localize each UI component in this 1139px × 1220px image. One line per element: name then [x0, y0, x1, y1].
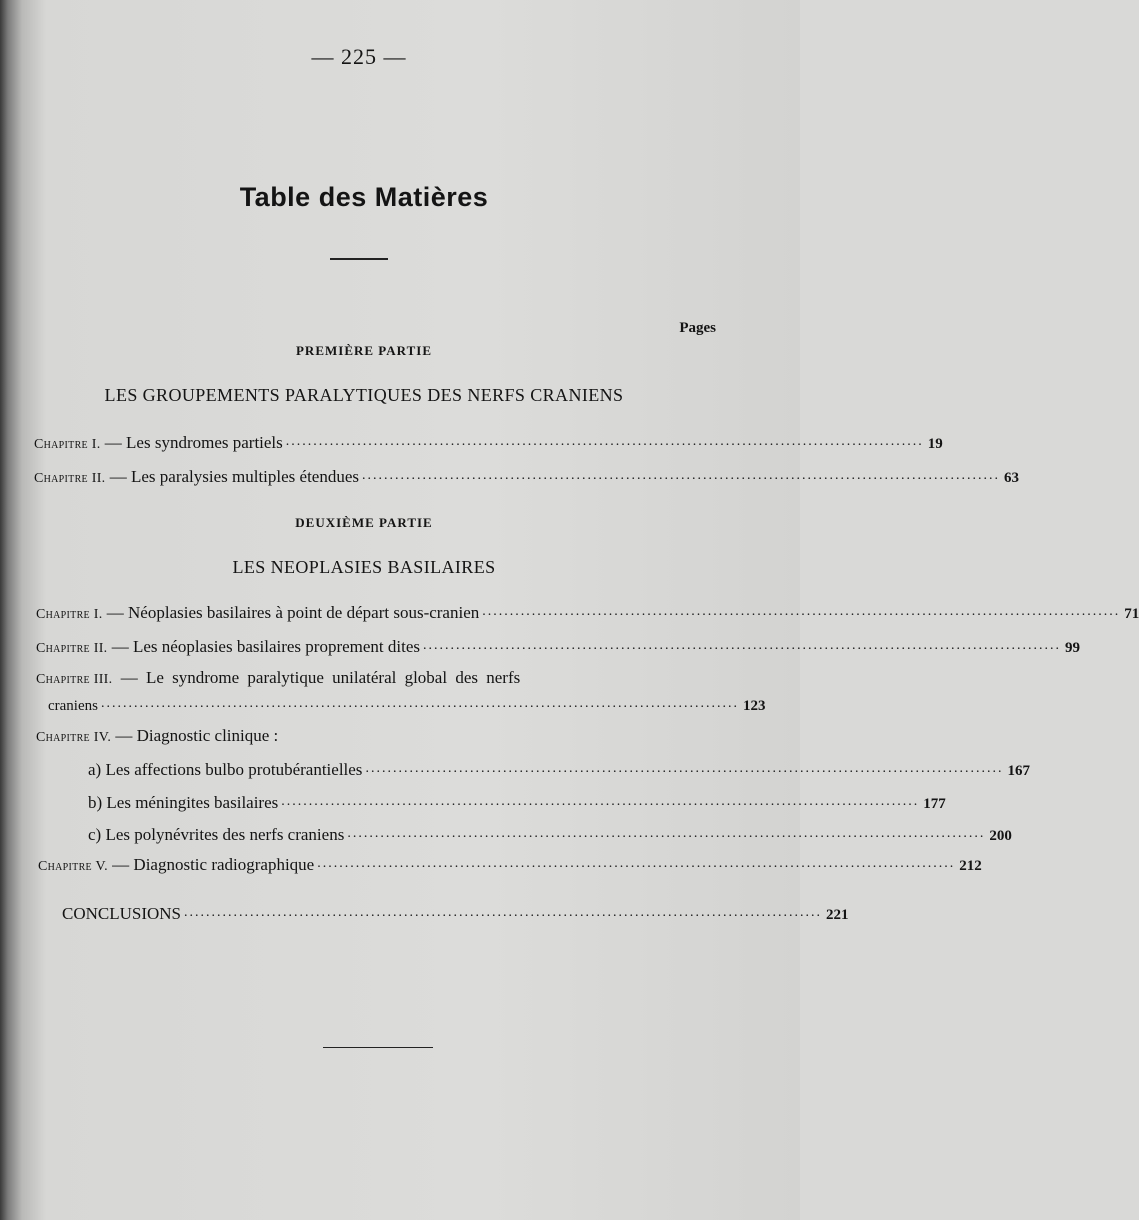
entry-title: b) Les méningites basilaires: [88, 793, 279, 812]
entry-title: — Le syndrome paralytique unilatéral global des nerfs: [112, 668, 521, 687]
entry-title: c) Les polynévrites des nerfs craniens: [88, 825, 345, 844]
chapter-label: Chapitre I.: [34, 437, 101, 452]
chapter-label: Chapitre IV.: [36, 730, 112, 745]
toc-entry-label: [34, 467, 359, 487]
chapter-label: Chapitre II.: [36, 641, 108, 656]
entry-title: — Les syndromes partiels: [100, 433, 283, 452]
page-ref: 19: [927, 436, 943, 452]
part-two-section-title: LES NEOPLASIES BASILAIRES: [232, 557, 496, 577]
entry-title: — Les néoplasies basilaires proprement dites: [107, 637, 421, 656]
toc-entry: [34, 427, 943, 453]
page-ref: 123: [742, 698, 766, 714]
entry-title: — Néoplasies basilaires à point de départ sous-cranien: [102, 603, 480, 622]
toc-entry-continuation: [48, 689, 766, 715]
chapter-label: Chapitre I.: [36, 607, 103, 622]
leader-dots: ....................................................................................................................: [482, 604, 1121, 619]
entry-title: — Diagnostic radiographique: [107, 855, 315, 874]
page-ref: 221: [826, 907, 849, 923]
toc-entry-label: [38, 855, 314, 875]
leader-dots: ....................................................................................................................: [100, 696, 739, 711]
leader-dots: ....................................................................................................................: [281, 794, 920, 809]
leader-dots: ....................................................................................................................: [347, 826, 986, 841]
toc-entry: [38, 849, 982, 875]
page-title: Table des Matières: [239, 182, 489, 212]
toc-subentry: [88, 819, 1012, 845]
page-ref: 63: [1004, 470, 1020, 486]
entry-title-continuation: craniens: [48, 698, 98, 714]
toc-entry: [36, 597, 1139, 623]
toc-entry-label: [34, 433, 283, 453]
conclusions-label: CONCLUSIONS: [62, 904, 182, 923]
part-one-section-title: LES GROUPEMENTS PARALYTIQUES DES NERFS CRANIENS: [104, 385, 624, 405]
toc-subentry: [88, 787, 946, 813]
leader-dots: ....................................................................................................................: [317, 856, 956, 871]
page-ref: 71: [1124, 606, 1139, 622]
leader-dots: ....................................................................................................................: [423, 638, 1062, 653]
toc-entry-label: [36, 603, 479, 623]
entry-title: — Les paralysies multiples étendues: [105, 467, 360, 486]
toc-entry-label: [36, 726, 278, 746]
part-two-label: DEUXIÈME PARTIE: [295, 515, 433, 530]
leader-dots: ....................................................................................................................: [184, 905, 823, 920]
page-number: — 225 —: [311, 44, 407, 69]
page-ref: 177: [923, 796, 946, 812]
bottom-divider: [323, 1047, 433, 1048]
title-divider: [330, 258, 388, 260]
toc-entry-label: [36, 637, 420, 657]
page-ref: 99: [1065, 640, 1081, 656]
leader-dots: ....................................................................................................................: [285, 434, 924, 449]
pages-column-label: Pages: [679, 320, 716, 336]
entry-title: a) Les affections bulbo protubérantielles: [88, 760, 363, 779]
page-ref: 200: [989, 828, 1012, 844]
leader-dots: ....................................................................................................................: [365, 761, 1004, 776]
leader-dots: ....................................................................................................................: [362, 468, 1001, 483]
chapter-label: Chapitre V.: [38, 859, 108, 874]
entry-title: — Diagnostic clinique :: [111, 726, 279, 745]
toc-entry: [36, 631, 1081, 657]
chapter-label: Chapitre II.: [34, 471, 106, 486]
toc-entry-label: [36, 668, 520, 688]
toc-entry: [34, 461, 1020, 487]
page-ref: 167: [1007, 763, 1030, 779]
toc-conclusions: [62, 898, 849, 924]
page-ref: 212: [959, 858, 982, 874]
chapter-label: Chapitre III.: [36, 672, 113, 687]
toc-subentry: [88, 754, 1030, 780]
part-one-label: PREMIÈRE PARTIE: [295, 343, 432, 358]
